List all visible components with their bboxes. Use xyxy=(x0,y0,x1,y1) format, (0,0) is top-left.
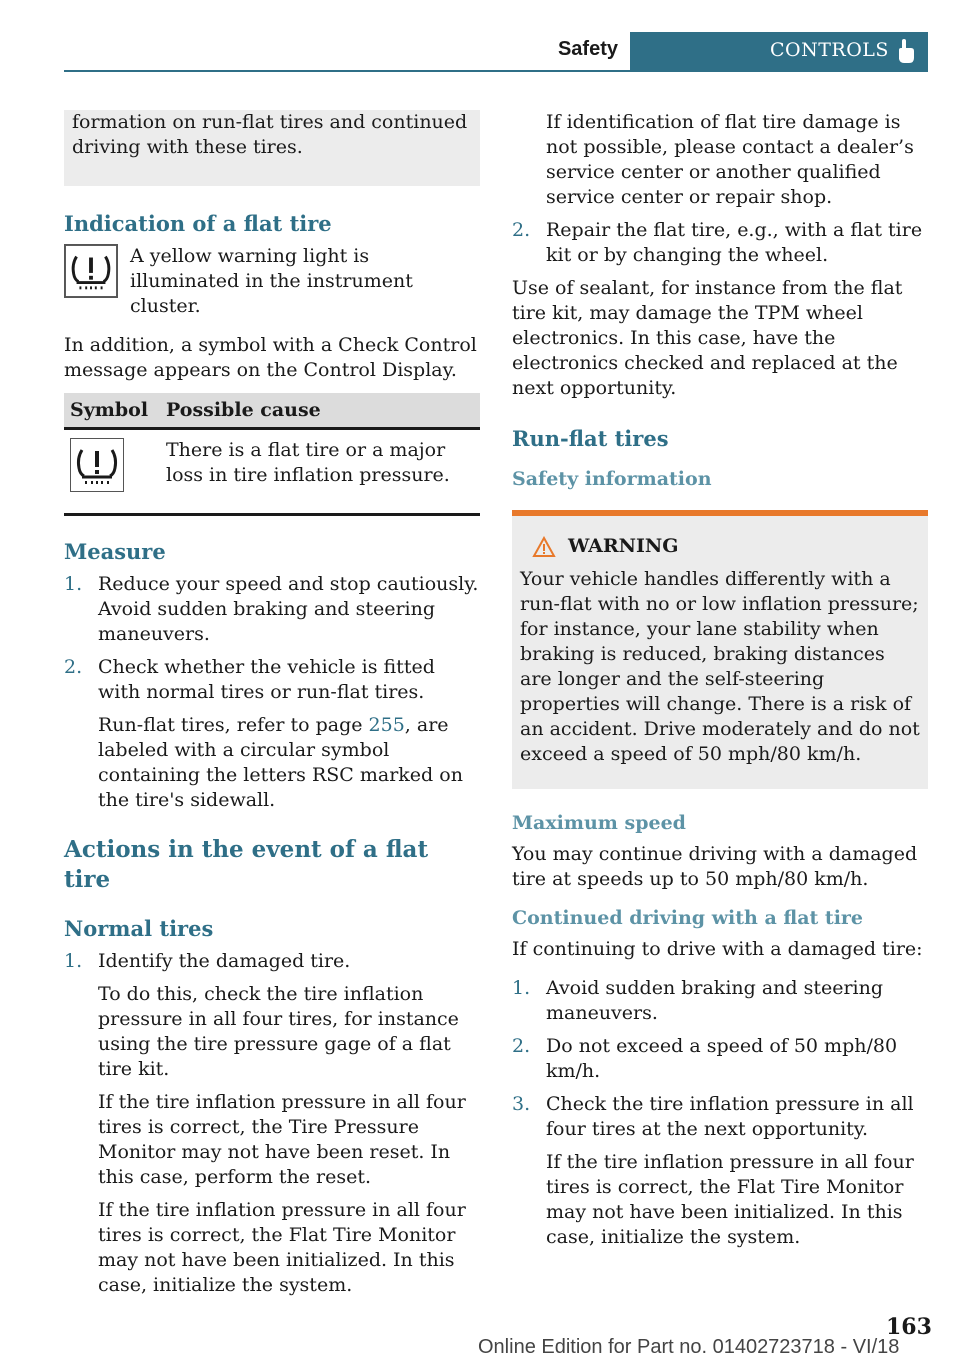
continued-steps xyxy=(512,976,928,1250)
warning-text: Your vehicle handles differently with a run-flat with no or low inflation pressure; for instance, your lane stability when braking is reduced, braking distances are longer and the self-steering properties will change. There is a risk of an accident. Drive moderately and do not exceed a speed of 50 mph/80 km/h. xyxy=(520,568,920,765)
flat-tire-warning-icon xyxy=(70,438,124,492)
col-header-cause: Possible cause xyxy=(160,393,480,429)
intro-note-text: formation on run-flat tires and continued driving with these tires. xyxy=(72,111,468,158)
note-pre: Run-flat tires, refer to page xyxy=(98,714,369,736)
continued-driving-heading: Continued driving with a flat tire xyxy=(512,907,864,929)
step-number: 2. xyxy=(64,656,83,678)
col-header-symbol: Symbol xyxy=(64,393,160,429)
header-chapter-label: CONTROLS xyxy=(770,39,889,61)
addition-text: In addition, a symbol with a Check Control message appears on the Control Display. xyxy=(64,334,477,381)
runflat-heading: Run-flat tires xyxy=(512,426,669,451)
symbol-table xyxy=(64,393,480,516)
measure-steps xyxy=(64,572,480,813)
indication-text: A yellow warning light is illuminated in the instrument cluster. xyxy=(130,245,413,317)
table-header-row xyxy=(64,393,480,429)
step-text: Check the tire inflation pressure in all four tires at the next opportunity. xyxy=(546,1093,914,1140)
step-text: Do not exceed a speed of 50 mph/80 km/h. xyxy=(546,1035,898,1082)
note-post: , are labeled with a circular symbol containing the letters RSC marked on the tire's sidewall. xyxy=(98,714,463,811)
cause-cell: There is a flat tire or a major loss in tire inflation pressure. xyxy=(160,429,480,515)
step-number: 2. xyxy=(512,219,531,241)
step-text: Avoid sudden braking and steering maneuvers. xyxy=(546,977,884,1024)
step-number: 1. xyxy=(64,573,83,595)
continued-intro-text: If continuing to drive with a damaged tire: xyxy=(512,938,923,960)
warning-block xyxy=(512,510,928,789)
flat-tire-warning-icon xyxy=(64,244,118,298)
header-section-title: Safety xyxy=(557,38,618,60)
symbol-cell xyxy=(64,429,160,515)
warning-title-row xyxy=(532,534,920,559)
warning-triangle-icon xyxy=(532,536,556,558)
measure-heading: Measure xyxy=(64,539,166,564)
left-column xyxy=(64,110,480,1306)
normal-tires-heading: Normal tires xyxy=(64,916,214,941)
step-text: Reduce your speed and stop cautiously. Avoid sudden braking and steering maneuvers. xyxy=(98,573,479,645)
safety-info-heading: Safety information xyxy=(512,468,712,490)
list-item xyxy=(64,572,480,647)
list-item xyxy=(64,949,480,1298)
step-text: Identify the damaged tire. xyxy=(98,950,351,972)
step-number: 3. xyxy=(512,1093,531,1115)
step-text: Check whether the vehicle is fitted with normal tires or run-flat tires. xyxy=(98,656,435,703)
step-detail: If the tire inflation pressure in all four tires is correct, the Flat Tire Monitor may not have been initialized. In this case, initialize the system. xyxy=(98,1199,466,1296)
page-link-255[interactable]: 255 xyxy=(368,714,405,736)
continued-step-text: If identification of flat tire damage is not possible, please contact a dealer’s service center or another qualified service center or repair shop. xyxy=(546,111,914,208)
actions-heading: Actions in the event of a flat tire xyxy=(64,836,429,893)
list-item xyxy=(512,1034,928,1084)
max-speed-text: You may continue driving with a damaged tire at speeds up to 50 mph/80 km/h. xyxy=(512,843,918,890)
edition-note: Online Edition for Part no. 01402723718 - VI/18 xyxy=(478,1336,900,1358)
page-number: 163 xyxy=(886,1314,932,1340)
step-text: Repair the flat tire, e.g., with a flat tire kit or by changing the wheel. xyxy=(546,219,923,266)
indication-row xyxy=(64,244,480,319)
step-number: 1. xyxy=(512,977,531,999)
table-row xyxy=(64,429,480,515)
right-column xyxy=(512,110,928,1258)
header-chapter-tab xyxy=(630,32,928,70)
step-number: 1. xyxy=(64,950,83,972)
list-item xyxy=(512,1092,928,1250)
step-detail: To do this, check the tire inflation pressure in all four tires, for instance using the tire pressure gage of a flat tire kit. xyxy=(98,983,459,1080)
step-note: If the tire inflation pressure in all four tires is correct, the Flat Tire Monitor may not have been initialized. In this case, initialize the system. xyxy=(546,1151,914,1248)
sealant-text: Use of sealant, for instance from the flat tire kit, may damage the TPM wheel electronics. In this case, have the electronics checked and replaced at the next opportunity. xyxy=(512,277,903,399)
list-item xyxy=(512,976,928,1026)
list-item xyxy=(64,655,480,813)
page-header xyxy=(64,32,928,72)
step-number: 2. xyxy=(512,1035,531,1057)
step-note xyxy=(98,713,480,813)
intro-note-box xyxy=(64,110,480,186)
right-steps xyxy=(512,218,928,268)
list-item xyxy=(512,218,928,268)
max-speed-heading: Maximum speed xyxy=(512,812,686,834)
warning-title: WARNING xyxy=(568,535,679,557)
step-detail: If the tire inflation pressure in all four tires is correct, the Tire Pressure Monitor may not have been reset. In this case, perform the reset. xyxy=(98,1091,466,1188)
indication-heading: Indication of a flat tire xyxy=(64,211,332,236)
pointing-hand-icon xyxy=(896,38,916,64)
header-rule xyxy=(64,70,928,72)
warning-box xyxy=(512,516,928,789)
normal-tire-steps xyxy=(64,949,480,1298)
